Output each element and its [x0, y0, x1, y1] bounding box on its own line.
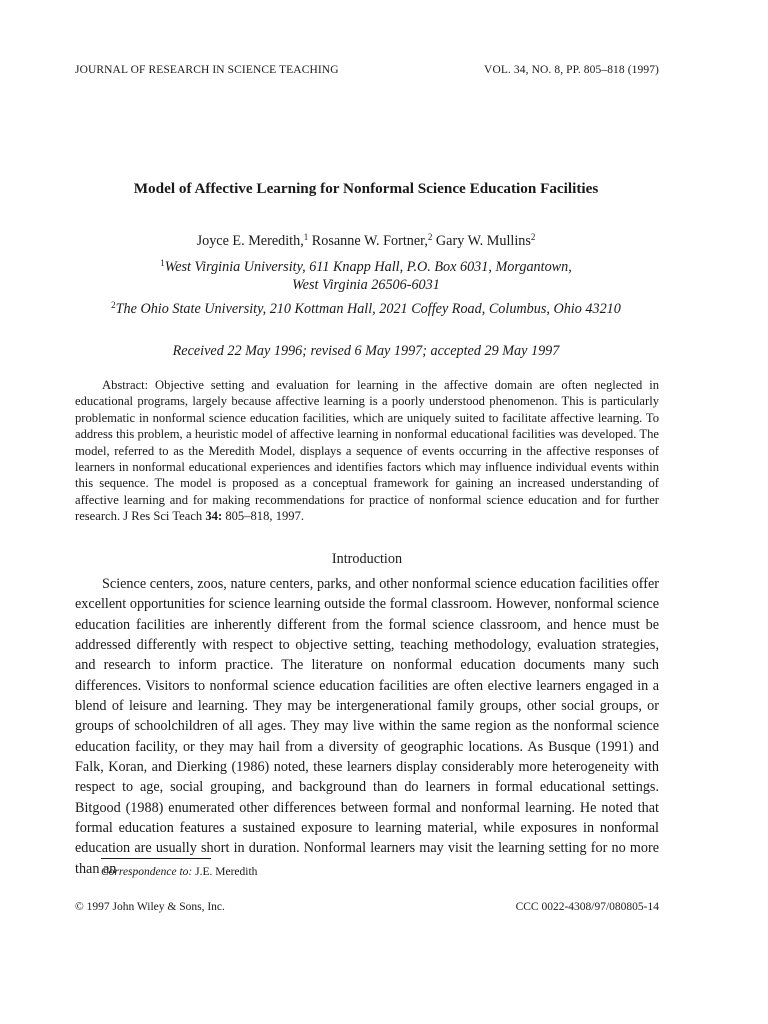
running-head [75, 64, 659, 76]
section-heading-introduction: Introduction [331, 551, 403, 567]
author-name: Gary W. Mullins [435, 233, 531, 249]
abstract-text: Abstract: Objective setting and evaluation for learning in the affective domain are often neglected in educational programs, largely because affective learning is a poorly understood phenomenon. This is particularly problematic in nonformal science education facilities, which are uniquely suited to facilitate affective learning. To address this problem, a heuristic model of affective learning in nonformal educational facilities was developed. The model, referred to as the Meredith Model, displays a sequence of events occurring in the affective responses of learners in nonformal educational experiences and identifies factors which may influence individual events within this sequence. The model is proposed as a conceptual framework for gaining an increased understanding of affective learning and for making recommendations for practice of nonformal science education and for further research. J Res Sci Teach [75, 378, 659, 524]
abstract [75, 377, 659, 525]
affiliation-line: West Virginia University, 611 Knapp Hall, P.O. Box 6031, Morgantown, [164, 259, 572, 275]
footnote-name: J.E. Meredith [192, 866, 258, 878]
ccc-code: CCC 0022-4308/97/080805-14 [515, 901, 659, 913]
footnote-rule [101, 858, 211, 859]
introduction-paragraph: Science centers, zoos, nature centers, parks, and other nonformal science education facilities offer excellent opportunities for science learning outside the formal classroom. However, nonformal science education facilities are inherently different from the formal science classroom, and hence must be addressed differently with respect to objective setting, teaching methodology, evaluation strategies, and research to inform practice. The literature on nonformal education documents many such differences. Visitors to nonformal science education facilities are often elective learners engaged in a blend of leisure and learning. They may be intergenerational family groups, other social groups, or groups of schoolchildren of all ages. They may live within the same region as the nonformal science education facility, or they may hail from a diversity of geographic locations. As Busque (1991) and Falk, Koran, and Dierking (1986) noted, these learners display considerably more heterogeneity with respect to age, social grouping, and background than do learners in formal educational settings. Bitgood (1988) enumerated other differences between formal and nonformal learning. He noted that formal education features a sustained exposure to learning material, while exposures in nonformal education are usually short in duration. Nonformal learners may visit the learning setting for no more than an [75, 576, 659, 877]
affiliation-mark: 2 [111, 300, 116, 310]
author-affil-mark: 2 [530, 232, 536, 242]
author-list [60, 233, 672, 250]
copyright: © 1997 John Wiley & Sons, Inc. [75, 901, 225, 913]
article-title: Model of Affective Learning for Nonformal Science Education Facilities [133, 180, 599, 197]
author-name: Rosanne W. Fortner, [311, 233, 428, 249]
abstract-volume: 34: [205, 509, 223, 524]
affiliation-line: The Ohio State University, 210 Kottman Hall, 2021 Coffey Road, Columbus, Ohio 43210 [115, 301, 621, 317]
affiliation-1 [60, 258, 672, 294]
affiliation-line: West Virginia 26506-6031 [292, 277, 440, 293]
correspondence-footnote [101, 866, 257, 878]
author-affil-mark: 2 [427, 232, 433, 242]
volume-info: VOL. 34, NO. 8, PP. 805–818 (1997) [484, 64, 659, 76]
author-affil-mark: 1 [303, 232, 309, 242]
page-footer [75, 901, 659, 913]
abstract-pages: 805–818, 1997. [222, 509, 305, 524]
author-name: Joyce E. Meredith, [196, 233, 304, 249]
footnote-label: Correspondence to: [101, 866, 193, 878]
journal-name: JOURNAL OF RESEARCH IN SCIENCE TEACHING [75, 64, 339, 76]
affiliation-mark: 1 [160, 258, 165, 268]
affiliation-2 [60, 300, 672, 318]
received-dates: Received 22 May 1996; revised 6 May 1997; accepted 29 May 1997 [172, 343, 560, 359]
